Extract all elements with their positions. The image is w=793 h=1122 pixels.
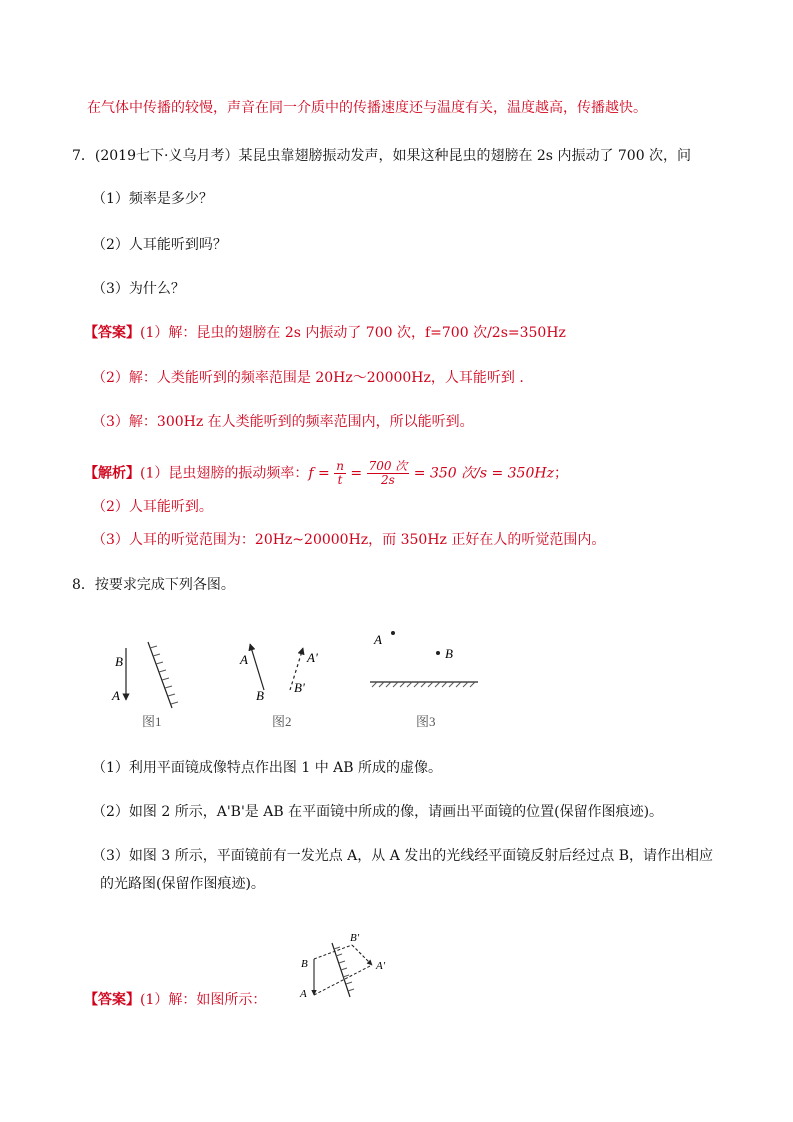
answer-arrow-image bbox=[352, 945, 372, 965]
fig3-mirror-hatch bbox=[372, 682, 475, 687]
answer-tag: 【答案】 bbox=[84, 325, 140, 341]
answer-label-b-prime: B' bbox=[350, 932, 360, 944]
question-8-sub-3a: （3）如图 3 所示，平面镜前有一发光点 A，从 A 发出的光线经平面镜反射后经过点 B，请作出相应 bbox=[92, 848, 714, 864]
fraction-denominator: 2s bbox=[381, 473, 395, 487]
figure-2 bbox=[239, 644, 318, 729]
fig2-caption: 图2 bbox=[272, 714, 292, 729]
fig3-label-a: A bbox=[374, 632, 382, 647]
fig3-point-b bbox=[436, 651, 440, 655]
fig2-label-a-prime: A' bbox=[307, 650, 318, 665]
formula-tail: = 350 次/s = 350Hz bbox=[413, 465, 554, 482]
question-7-analysis-3: （3）人耳的听觉范围为：20Hz~20000Hz，而 350Hz 正好在人的听觉范围内。 bbox=[92, 532, 606, 548]
answer-1-text: (1）解：昆虫的翅膀在 2s 内振动了 700 次，f=700 次/2s=350Hz bbox=[140, 325, 566, 341]
question-8-answer-1 bbox=[84, 990, 266, 1010]
fig1-mirror-hatch bbox=[150, 646, 178, 704]
answer-1-text: (1）解：如图所示： bbox=[140, 992, 267, 1008]
question-8-sub-2: （2）如图 2 所示，A'B'是 AB 在平面镜中所成的像，请画出平面镜的位置(保留作图痕迹)。 bbox=[92, 804, 664, 820]
fraction-denominator: t bbox=[337, 473, 343, 487]
question-7-analysis-2: （2）人耳能听到。 bbox=[92, 499, 213, 515]
fraction-numerator: n bbox=[336, 459, 344, 473]
answer-figure bbox=[292, 925, 407, 1005]
question-7-answer-2: （2）解：人类能听到的频率范围是 20Hz～20000Hz，人耳能听到 . bbox=[92, 370, 524, 386]
fig3-caption: 图3 bbox=[416, 714, 436, 729]
question-8-sub-3b: 的光路图(保留作图痕迹)。 bbox=[100, 876, 265, 892]
figure-3 bbox=[370, 631, 478, 729]
question-7-answer-1 bbox=[84, 323, 566, 343]
fig1-mirror bbox=[148, 642, 172, 708]
formula-eq: = bbox=[350, 465, 363, 482]
question-8-sub-1: （1）利用平面镜成像特点作出图 1 中 AB 所成的虚像。 bbox=[92, 760, 443, 776]
fraction-numerator: 700 次 bbox=[368, 459, 408, 473]
formula-fraction-700-over-2s bbox=[367, 460, 410, 487]
fig3-point-a bbox=[391, 631, 395, 635]
figure-1 bbox=[111, 642, 178, 729]
question-7-analysis-1 bbox=[84, 460, 568, 487]
answer-label-a: A bbox=[300, 988, 307, 1000]
analysis-tag: 【解析】 bbox=[84, 465, 140, 482]
fig1-label-b: B bbox=[115, 654, 123, 669]
answer-label-a-prime: A' bbox=[376, 960, 386, 972]
question-7-sub-1: （1）频率是多少？ bbox=[92, 191, 213, 207]
answer-mirror-hatch bbox=[334, 947, 354, 991]
answer-tag: 【答案】 bbox=[84, 992, 140, 1008]
formula-fraction-n-over-t bbox=[334, 460, 346, 487]
question-7-sub-3: （3）为什么？ bbox=[92, 281, 185, 297]
fig1-caption: 图1 bbox=[142, 714, 162, 729]
formula-end: ； bbox=[553, 465, 568, 482]
fig1-label-a: A bbox=[112, 688, 120, 703]
question-8-stem: 8．按要求完成下列各图。 bbox=[72, 577, 235, 593]
answer-label-b: B bbox=[301, 958, 308, 970]
fig2-label-b-prime: B' bbox=[294, 680, 305, 695]
analysis-1-text: (1）昆虫翅膀的振动频率： bbox=[140, 465, 309, 482]
fig2-label-a: A bbox=[240, 652, 248, 667]
figures-row bbox=[100, 620, 500, 740]
question-7-stem: 7．(2019七下·义乌月考）某昆虫靠翅膀振动发声，如果这种昆虫的翅膀在 2s 内振动了 700 次，问 bbox=[72, 148, 692, 164]
fig2-arrow-ab bbox=[250, 644, 264, 690]
fig3-label-b: B bbox=[445, 646, 453, 661]
fig2-label-b: B bbox=[256, 688, 264, 703]
answer-continuation: 在气体中传播的较慢，声音在同一介质中的传播速度还与温度有关，温度越高，传播越快。 bbox=[87, 100, 647, 116]
question-7-sub-2: （2）人耳能听到吗？ bbox=[92, 237, 227, 253]
formula-lhs: f = bbox=[308, 465, 330, 482]
question-7-answer-3: （3）解：300Hz 在人类能听到的频率范围内，所以能听到。 bbox=[92, 414, 474, 430]
